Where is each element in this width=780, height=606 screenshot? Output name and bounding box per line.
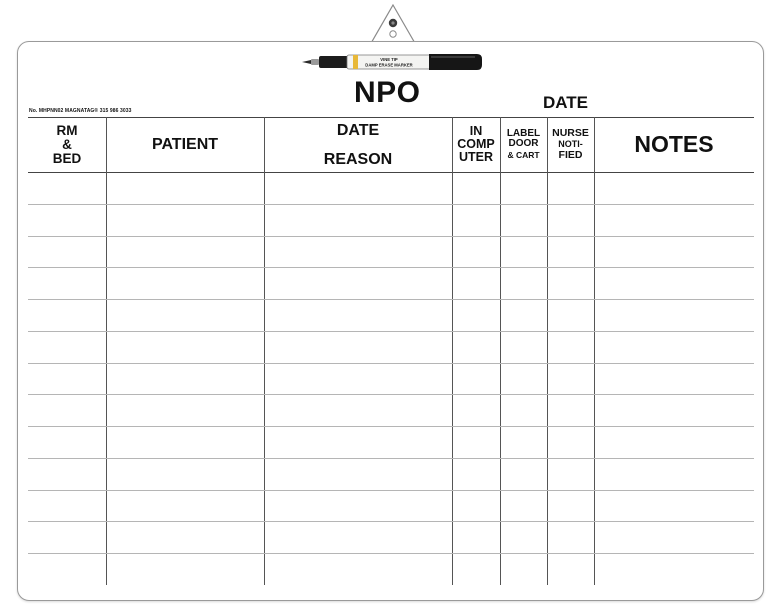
marker-label: VINE TIP <box>380 57 398 62</box>
header-line: IN <box>469 124 483 138</box>
header-line: REASON <box>323 150 393 168</box>
column-header-notes <box>594 117 754 172</box>
table-row-line <box>28 363 754 364</box>
marker-label-2: DAMP ERASE MARKER <box>365 62 413 68</box>
header-line: & <box>62 136 72 152</box>
header-line: PATIENT <box>151 135 219 153</box>
hanger-tab <box>368 4 418 46</box>
column-divider <box>106 117 107 585</box>
header-line: NOTES <box>634 131 714 157</box>
column-header-rm-bed <box>28 117 106 172</box>
table-row-line <box>28 204 754 205</box>
table-row-line <box>28 553 754 554</box>
header-line: LABEL <box>506 127 541 139</box>
hanger-hole-icon <box>390 31 396 37</box>
column-header-in-computer <box>452 117 500 172</box>
header-line: BED <box>52 150 82 166</box>
column-divider <box>594 117 595 585</box>
column-header-nurse-notified <box>547 117 594 172</box>
date-label: DATE <box>543 93 589 112</box>
header-line: UTER <box>458 150 494 164</box>
table-row-line <box>28 331 754 332</box>
table-row-line <box>28 394 754 395</box>
header-line: RM <box>56 122 78 138</box>
table-row-line <box>28 490 754 491</box>
header-line: DOOR <box>508 138 539 150</box>
column-divider <box>452 117 453 585</box>
header-line: FIED <box>558 149 583 161</box>
column-header-date-reason <box>264 117 452 172</box>
catalog-number: No. MHPNN02 MAGNATAG® 315 986 3033 <box>29 108 132 114</box>
board-title: NPO <box>354 76 421 109</box>
npo-table <box>28 117 754 585</box>
dry-erase-marker-icon[interactable] <box>301 51 483 73</box>
column-divider <box>500 117 501 585</box>
header-line: COMP <box>457 137 495 151</box>
header-line: NOTI- <box>558 139 583 149</box>
table-row-line <box>28 458 754 459</box>
table-row-line <box>28 521 754 522</box>
column-header-label-door-cart <box>500 117 547 172</box>
table-row-line <box>28 299 754 300</box>
table-row-line <box>28 426 754 427</box>
header-line: & CART <box>507 149 540 160</box>
column-divider <box>264 117 265 585</box>
column-header-patient <box>106 117 264 172</box>
table-row-line <box>28 236 754 237</box>
column-divider <box>547 117 548 585</box>
header-line: DATE <box>336 121 380 139</box>
table-row-line <box>28 267 754 268</box>
header-line: NURSE <box>552 127 589 139</box>
